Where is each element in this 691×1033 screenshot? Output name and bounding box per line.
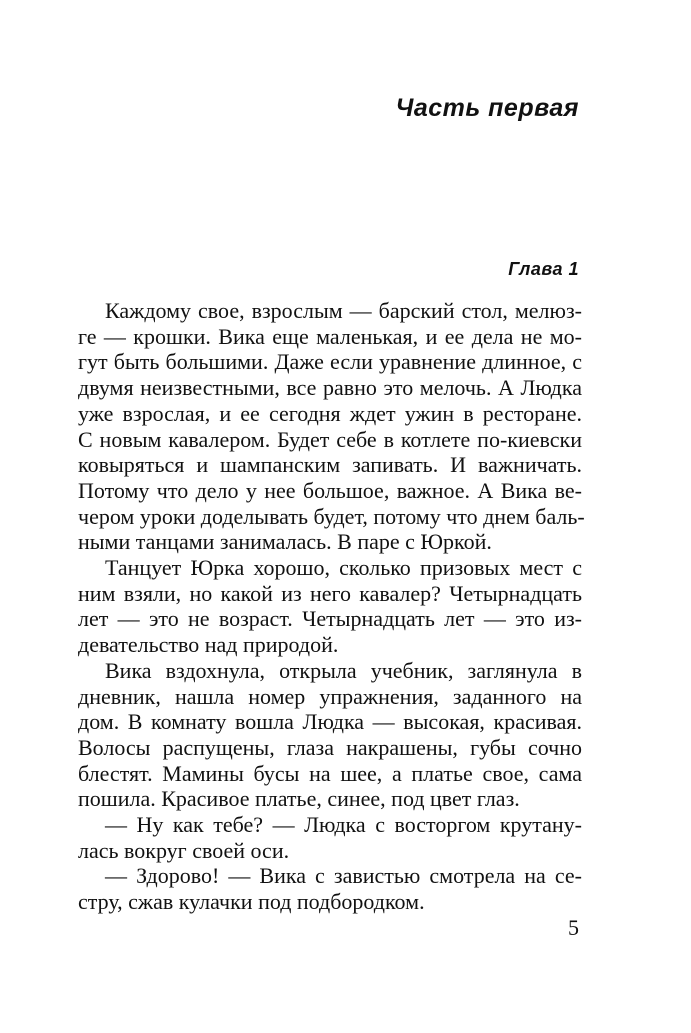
text-line: дом. В комнату вошла Людка — высокая, красивая. (78, 709, 582, 735)
text-line: ковыряться и шампанским запивать. И важничать. (78, 452, 582, 478)
paragraph (78, 863, 582, 914)
text-line: Каждому свое, взрослым — барский стол, мелюз- (105, 298, 582, 323)
part-title: Часть первая (395, 94, 579, 122)
text-line: гут быть большими. Даже если уравнение длинное, с (78, 349, 582, 375)
text-line: блестят. Мамины бусы на шее, а платье свое, сама (78, 760, 582, 786)
text-line: С новым кавалером. Будет себе в котлете по-киевски (78, 426, 582, 452)
paragraph (78, 555, 582, 658)
text-line: стру, сжав кулачки под подбородком. (78, 889, 425, 915)
text-line: ним взяли, но какой из него кавалер? Четырнадцать (78, 580, 582, 606)
text-line: ге — крошки. Вика еще маленькая, и ее дела не мо- (78, 323, 582, 349)
text-line: двумя неизвестными, все равно это мелочь. А Людка (78, 375, 582, 401)
paragraph (78, 658, 582, 812)
text-line: пошила. Красивое платье, синее, под цвет глаз. (78, 786, 520, 812)
text-line: — Здорово! — Вика с завистью смотрела на се- (105, 863, 582, 889)
text-line: лет — это не возраст. Четырнадцать лет — это из- (78, 606, 582, 632)
text-line: Вика вздохнула, открыла учебник, заглянула в (105, 657, 582, 683)
text-line: ными танцами занималась. В паре с Юркой. (78, 529, 492, 555)
text-line: Танцует Юрка хорошо, сколько призовых мест с (105, 555, 582, 581)
paragraph (78, 812, 582, 863)
text-line: уже взрослая, и ее сегодня ждет ужин в ресторане. (78, 400, 582, 426)
text-line: Потому что дело у нее большое, важное. А Вика ве- (78, 477, 582, 503)
chapter-title: Глава 1 (508, 259, 579, 279)
text-line: девательство над природой. (78, 632, 339, 658)
paragraph (78, 298, 585, 555)
body-text (78, 298, 585, 915)
page-number: 5 (568, 915, 579, 940)
text-line: лась вокруг своей оси. (78, 837, 290, 863)
text-line: — Ну как тебе? — Людка с восторгом крутану- (105, 812, 582, 838)
text-line: Волосы распущены, глаза накрашены, губы сочно (78, 734, 582, 760)
text-line: дневник, нашла номер упражнения, заданного на (78, 683, 582, 709)
text-line: чером уроки доделывать будет, потому что днем баль- (78, 503, 585, 529)
